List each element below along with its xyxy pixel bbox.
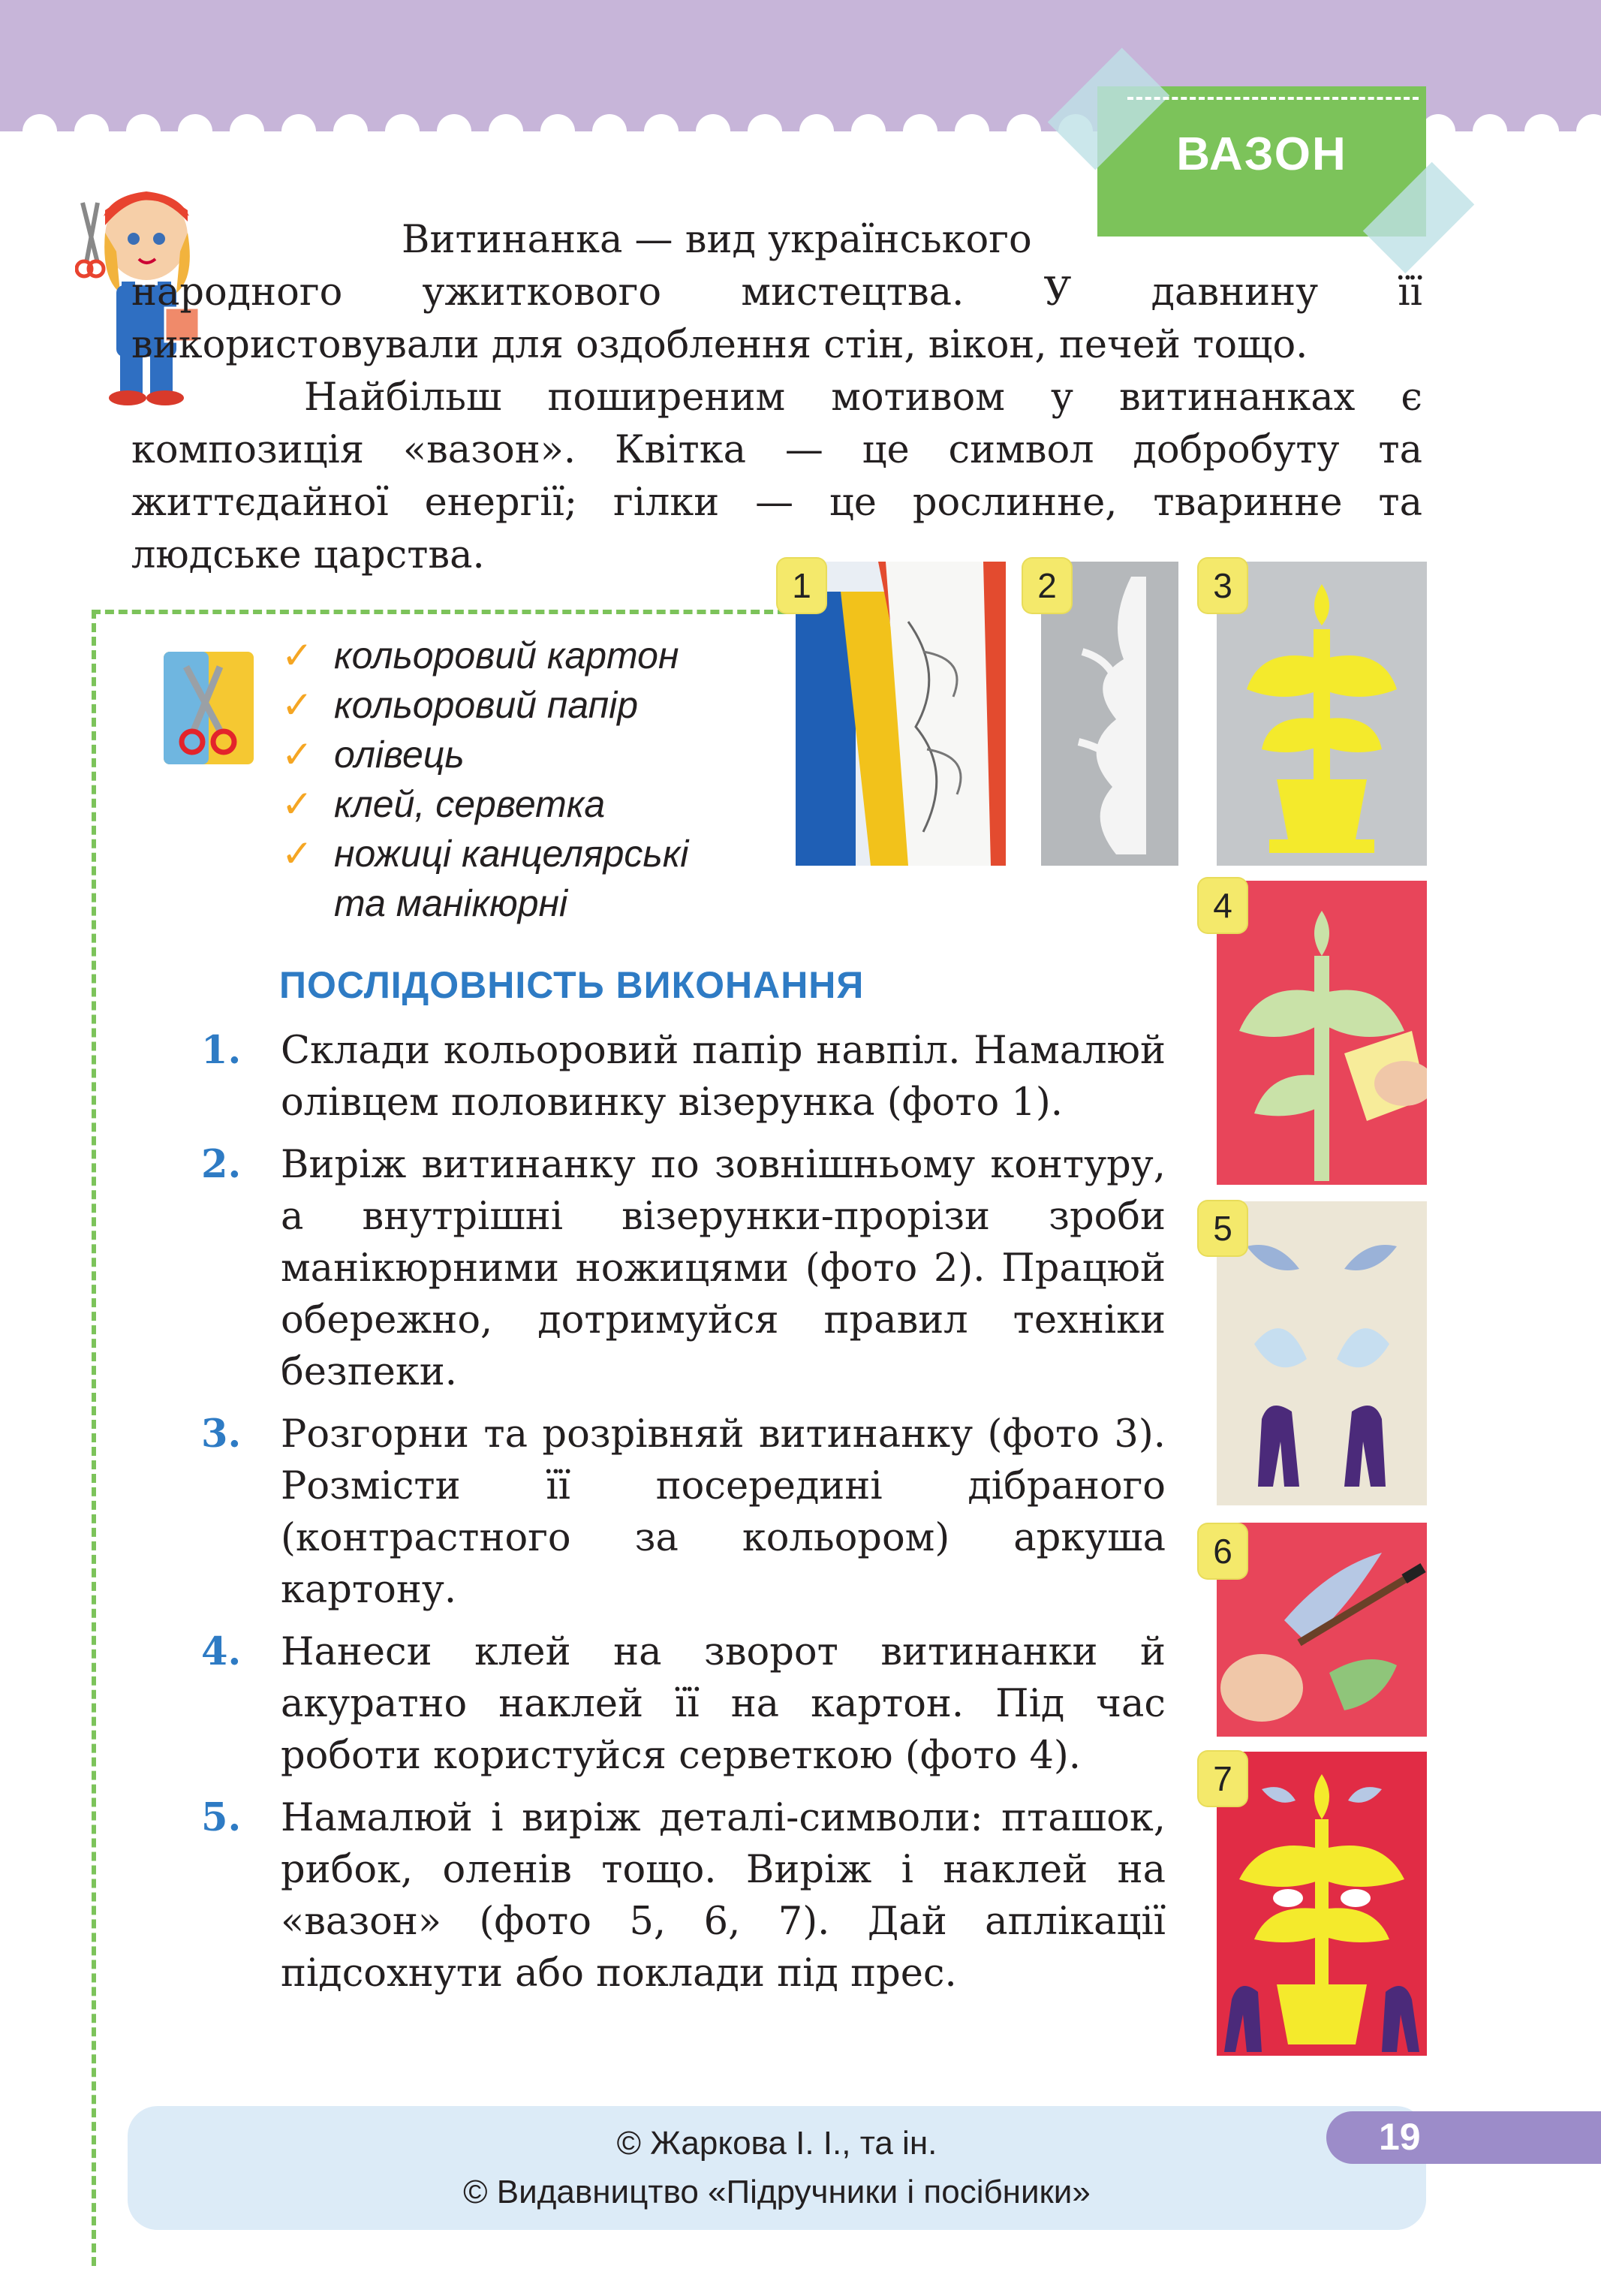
check-icon: ✓ <box>281 833 313 875</box>
photo-label: 1 <box>778 559 826 613</box>
photo-5 <box>1217 1201 1427 1505</box>
photo-label: 2 <box>1023 559 1071 613</box>
photo-label: 4 <box>1199 878 1247 933</box>
header-dot <box>851 114 886 149</box>
photo-7 <box>1217 1752 1427 2056</box>
intro-paragraph-1: народного ужиткового мистецтва. У давнину її використовували для оздоблення стін, вікон, печей тощо. <box>131 270 1422 367</box>
check-icon: ✓ <box>281 684 313 726</box>
header-dot <box>230 114 264 149</box>
intro-paragraph-2: Найбільш поширеним мотивом у витинанках є композиція «вазон». Квітка — це символ добробуту та життєдайної енергії; гілки — це рослинне, тваринне та людське царства. <box>131 375 1422 577</box>
header-dot <box>540 114 575 149</box>
header-dot <box>1473 114 1507 149</box>
header-dot <box>1576 114 1601 149</box>
header-dot <box>489 114 523 149</box>
header-dot <box>1007 114 1041 149</box>
header-dot <box>748 114 782 149</box>
footer-copyright <box>128 2106 1426 2230</box>
photo-label: 5 <box>1199 1201 1247 1255</box>
list-item: ✓ клей, серветка <box>281 779 762 829</box>
header-dot <box>385 114 420 149</box>
header-dot <box>281 114 316 149</box>
step-item: 5. Намалюй і виріж деталі-символи: пташок, рибок, оленів тощо. Виріж і наклей на «вазон» (фото 5, 6, 7). Дай аплікації підсохнути або поклади під прес. <box>201 1795 1166 1996</box>
check-icon: ✓ <box>281 634 313 676</box>
page-title: ВАЗОН <box>1176 128 1347 180</box>
steps-list <box>201 1025 1166 2010</box>
photo-6 <box>1217 1523 1427 1737</box>
photo-label: 3 <box>1199 559 1247 613</box>
step-item: 3. Розгорни та розрівняй витинанку (фото 3). Розмісти її посередині дібраного (контрастного за кольором) аркуша картону. <box>201 1412 1166 1612</box>
check-icon: ✓ <box>281 783 313 825</box>
step-item: 4. Нанеси клей на зворот витинанки й акуратно наклей її на картон. Під час роботи користуйся серветкою (фото 4). <box>201 1629 1166 1778</box>
page-number: 19 <box>1379 2116 1421 2158</box>
photo-label: 7 <box>1199 1752 1247 1806</box>
intro-line-1: Витинанка — вид українського <box>402 218 1032 262</box>
list-item: ✓ олівець <box>281 730 762 779</box>
header-dot <box>178 114 212 149</box>
copyright-authors: © Жаркова І. І., та ін. <box>616 2125 937 2162</box>
copyright-publisher: © Видавництво «Підручники і посібники» <box>463 2174 1091 2210</box>
photo-1 <box>796 562 1006 866</box>
header-dot <box>696 114 730 149</box>
header-dot <box>799 114 834 149</box>
step-item: 1. Склади кольоровий папір навпіл. Намалюй олівцем половинку візерунка (фото 1). <box>201 1028 1166 1125</box>
header-dot <box>437 114 471 149</box>
list-item: та манікюрні <box>334 882 568 924</box>
tag-dash-line <box>1127 97 1419 100</box>
list-item: ✓ кольоровий папір <box>281 680 762 730</box>
header-dot <box>592 114 627 149</box>
step-item: 2. Виріж витинанку по зовнішньому контуру, а внутрішні візерунки-прорізи зроби манікюрними ножицями (фото 2). Працюй обережно, дотримуйся правил техніки безпеки. <box>201 1142 1166 1394</box>
materials-list <box>281 631 762 928</box>
photo-label: 6 <box>1199 1524 1247 1578</box>
intro-text <box>131 214 1422 582</box>
header-dot <box>955 114 989 149</box>
header-dot <box>126 114 161 149</box>
list-item: ✓ ножиці канцелярські <box>281 829 762 878</box>
scissors-icon <box>164 652 254 764</box>
photo-4 <box>1217 881 1427 1185</box>
header-dot <box>23 114 57 149</box>
header-dot <box>1524 114 1559 149</box>
section-title: ПОСЛІДОВНІСТЬ ВИКОНАННЯ <box>279 964 865 1006</box>
header-dot <box>333 114 368 149</box>
photo-3 <box>1217 562 1427 866</box>
check-icon: ✓ <box>281 734 313 776</box>
list-item: ✓ кольоровий картон <box>281 631 762 680</box>
page-number-badge <box>1326 2111 1601 2164</box>
header-dot <box>74 114 109 149</box>
header-dot <box>644 114 679 149</box>
header-dot <box>903 114 937 149</box>
